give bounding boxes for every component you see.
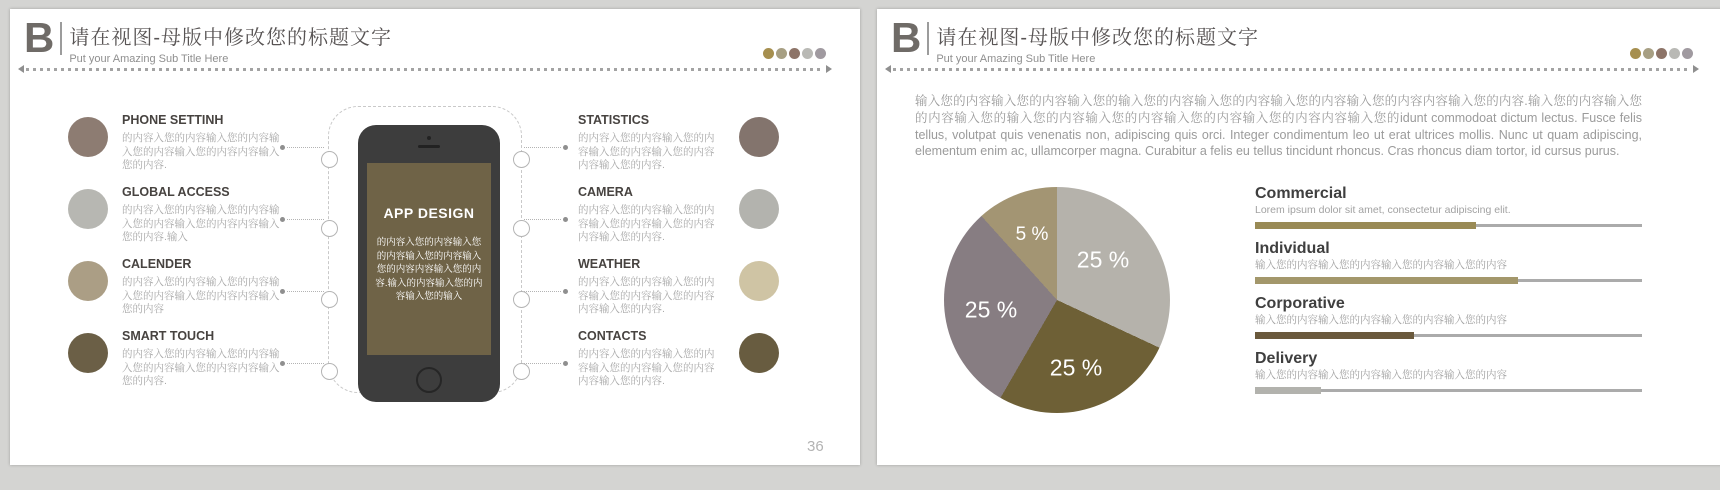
feature-item xyxy=(578,329,824,392)
legend-bar-list xyxy=(1255,185,1642,394)
progress-bar xyxy=(1255,222,1642,229)
connector-dot xyxy=(280,145,285,150)
progress-fill xyxy=(1255,387,1321,394)
feature-body: 的内容入您的内容输入您的内容输入您的内容输入您的内容内容输入您的内容. xyxy=(578,132,715,171)
color-dot xyxy=(789,48,800,59)
app-design-body: 的内容入您的内容输入您的内容输入您的内容输入您的内容内容输入您的内容.输入的内容输入您的内容输入您的输入 xyxy=(375,237,483,302)
progress-bar xyxy=(1255,387,1642,394)
feature-bullet-circle xyxy=(68,261,108,301)
progress-fill xyxy=(1255,277,1518,284)
connector-line xyxy=(524,361,568,366)
connector-node xyxy=(321,151,338,168)
header-divider xyxy=(60,22,62,55)
feature-title: CALENDER xyxy=(122,257,192,271)
feature-body: 的内容入您的内容输入您的内容输入您的内容输入您的内容内容输入您的内容. xyxy=(578,348,715,387)
header-letter: B xyxy=(891,14,922,61)
slide-header xyxy=(24,14,393,65)
color-dot xyxy=(1682,48,1693,59)
color-dot xyxy=(802,48,813,59)
feature-bullet-circle xyxy=(68,189,108,229)
phone-home-button xyxy=(416,367,442,393)
connector-dot xyxy=(280,217,285,222)
feature-title: CAMERA xyxy=(578,185,633,199)
legend-description: Lorem ipsum dolor sit amet, consectetur adipiscing elit. xyxy=(1255,204,1511,216)
connector-node xyxy=(321,220,338,237)
pie-chart xyxy=(944,187,1170,413)
smartphone-illustration xyxy=(358,125,500,402)
feature-bullet-circle xyxy=(739,261,779,301)
connector-line xyxy=(280,289,324,294)
legend-title: Individual xyxy=(1255,240,1330,257)
feature-item xyxy=(68,185,314,248)
feature-title: SMART TOUCH xyxy=(122,329,215,343)
phone-camera-dot xyxy=(427,136,431,140)
feature-body: 的内容入您的内容输入您的内容输入您的内容输入您的内容内容输入您的内容. xyxy=(122,348,280,387)
connector-node xyxy=(321,291,338,308)
legend-row xyxy=(1255,185,1642,229)
feature-title: WEATHER xyxy=(578,257,641,271)
connector-line xyxy=(280,217,324,222)
connector-dot xyxy=(563,361,568,366)
connector-dot xyxy=(563,217,568,222)
color-dot xyxy=(1643,48,1654,59)
legend-description: 输入您的内容输入您的内容输入您的内容输入您的内容 xyxy=(1255,259,1507,271)
feature-body: 的内容入您的内容输入您的内容输入您的内容输入您的内容内容输入您的内容. xyxy=(578,204,715,243)
connector-dot xyxy=(563,289,568,294)
connector-line xyxy=(524,289,568,294)
feature-title: STATISTICS xyxy=(578,113,650,127)
feature-item xyxy=(68,113,314,176)
header-dot-row xyxy=(1630,48,1693,59)
connector-line xyxy=(280,145,324,150)
legend-row xyxy=(1255,350,1642,394)
app-design-title: APP DESIGN xyxy=(383,205,475,221)
progress-fill xyxy=(1255,222,1476,229)
progress-bar xyxy=(1255,277,1642,284)
feature-item xyxy=(578,113,824,176)
slide-2[interactable] xyxy=(877,9,1720,465)
pie-slice-label: 5 % xyxy=(1015,224,1049,245)
connector-line xyxy=(280,361,324,366)
feature-item xyxy=(68,329,314,392)
page-number: 36 xyxy=(807,438,824,455)
arrow-left-icon xyxy=(18,65,24,73)
legend-title: Corporative xyxy=(1255,295,1345,312)
connector-dot xyxy=(280,361,285,366)
color-dot xyxy=(815,48,826,59)
connector-node xyxy=(513,151,530,168)
legend-description: 输入您的内容输入您的内容输入您的内容输入您的内容 xyxy=(1255,314,1507,326)
feature-bullet-circle xyxy=(68,333,108,373)
pie-slice-label: 25 % xyxy=(964,296,1018,323)
feature-bullet-circle xyxy=(68,117,108,157)
color-dot xyxy=(1669,48,1680,59)
legend-title: Commercial xyxy=(1255,185,1347,202)
legend-description: 输入您的内容输入您的内容输入您的内容输入您的内容 xyxy=(1255,369,1507,381)
page-subtitle: Put your Amazing Sub Title Here xyxy=(69,53,229,65)
feature-list-right xyxy=(578,113,824,392)
feature-bullet-circle xyxy=(739,189,779,229)
slide-header xyxy=(891,14,1260,65)
feature-item xyxy=(68,257,314,320)
feature-body: 的内容入您的内容输入您的内容输入您的内容输入您的内容内容输入您的内容. xyxy=(122,132,280,171)
arrow-right-icon xyxy=(826,65,832,73)
slide-1[interactable] xyxy=(10,9,860,465)
legend-row xyxy=(1255,295,1642,339)
pie-slice-label: 25 % xyxy=(1049,354,1103,381)
feature-list-left xyxy=(68,113,314,392)
arrow-right-icon xyxy=(1693,65,1699,73)
body-paragraph: 输入您的内容输入您的内容输入您的输入您的内容输入您的内容输入您的内容输入您的内容内容输入您的内容.输入您的内容输入您的内容输入您的输入您的内容输入您的内容输入您的内容输入您的内容内容输入您的idunt commodoat dictum lectus. Fusce felis tellus, volutpat quis venenatis non, adipiscing quis orci. Integer condimentum leo ut erat ultrices mollis. Nunc ut quam adipiscing, elementum enim ac, ullamcorper magna. Curabitur a felis eu tellus tincidunt rhoncus. Cras rhoncus diam tortor, id cursus purus. xyxy=(915,94,1642,159)
progress-bar xyxy=(1255,332,1642,339)
progress-fill xyxy=(1255,332,1414,339)
header-divider xyxy=(927,22,929,55)
color-dot xyxy=(763,48,774,59)
connector-node xyxy=(321,363,338,380)
feature-body: 的内容入您的内容输入您的内容输入您的内容输入您的内容内容输入您的内容.输入 xyxy=(122,204,280,243)
header-dotted-rule xyxy=(18,65,832,73)
phone-speaker-bar xyxy=(418,145,440,148)
pie-slice-label: 25 % xyxy=(1076,246,1130,273)
connector-dot xyxy=(563,145,568,150)
connector-dot xyxy=(280,289,285,294)
arrow-left-icon xyxy=(885,65,891,73)
phone-screen xyxy=(367,163,491,355)
color-dot xyxy=(1656,48,1667,59)
connector-node xyxy=(513,220,530,237)
page-subtitle: Put your Amazing Sub Title Here xyxy=(936,53,1096,65)
header-letter: B xyxy=(24,14,55,61)
feature-title: PHONE SETTINH xyxy=(122,113,224,127)
feature-bullet-circle xyxy=(739,117,779,157)
feature-item xyxy=(578,257,824,320)
legend-row xyxy=(1255,240,1642,284)
feature-body: 的内容入您的内容输入您的内容输入您的内容输入您的内容内容输入您的内容 xyxy=(122,276,280,315)
connector-line xyxy=(524,217,568,222)
page-title: 请在视图-母版中修改您的标题文字 xyxy=(69,27,393,49)
feature-body: 的内容入您的内容输入您的内容输入您的内容输入您的内容内容输入您的内容. xyxy=(578,276,715,315)
page-title: 请在视图-母版中修改您的标题文字 xyxy=(936,27,1260,49)
header-dot-row xyxy=(763,48,826,59)
legend-title: Delivery xyxy=(1255,350,1318,367)
feature-item xyxy=(578,185,824,248)
connector-line xyxy=(524,145,568,150)
header-dotted-rule xyxy=(885,65,1699,73)
color-dot xyxy=(776,48,787,59)
feature-title: CONTACTS xyxy=(578,329,647,343)
feature-title: GLOBAL ACCESS xyxy=(122,185,230,199)
color-dot xyxy=(1630,48,1641,59)
feature-bullet-circle xyxy=(739,333,779,373)
